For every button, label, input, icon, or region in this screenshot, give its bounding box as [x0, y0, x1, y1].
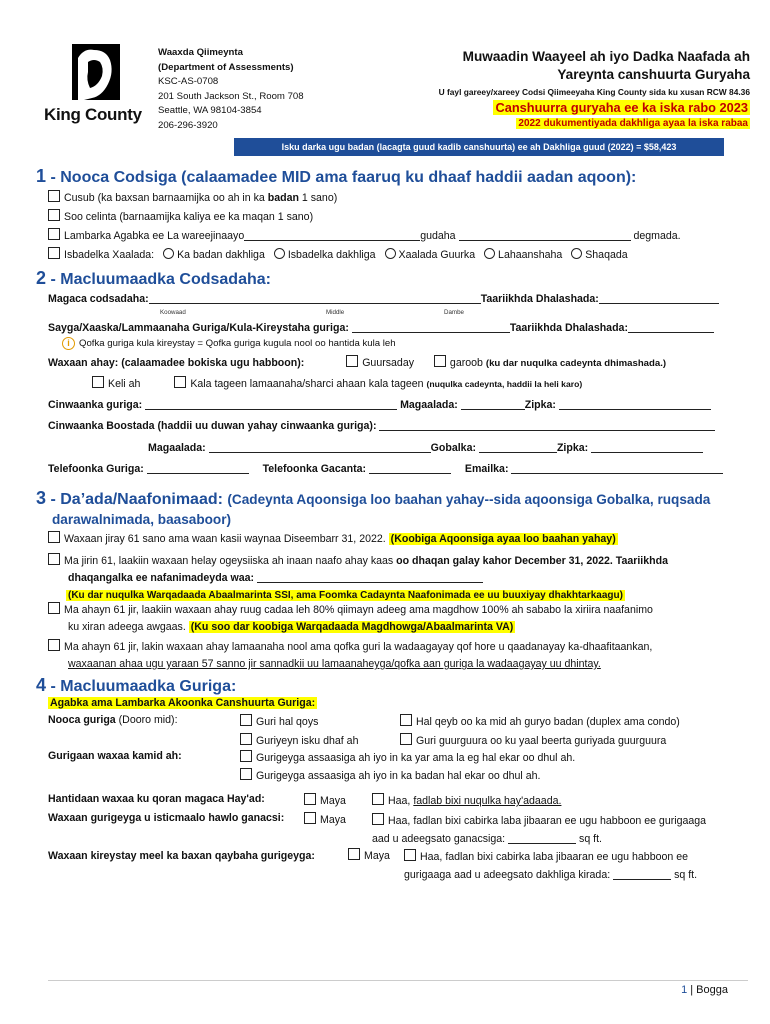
over-acre-checkbox[interactable]	[240, 768, 252, 780]
agency-address-block	[158, 46, 304, 134]
surviving-spouse-checkbox[interactable]	[48, 639, 60, 651]
veteran-option-text: Ma ahayn 61 jir, laakiin waxaan ahay ruug cadaa leh 80% qiimayn adeeg ama magdhow 100% ah sababo la xiriira naafanimo	[64, 604, 653, 616]
home-zip-field[interactable]	[559, 398, 711, 410]
single-family-option	[240, 714, 318, 728]
page-number-value: 1	[681, 984, 688, 996]
status-change-label: Isbadelka Xaalada:	[64, 249, 155, 261]
marital-row	[48, 355, 666, 369]
spouse-row	[48, 321, 714, 334]
agency-phone: 206-296-3920	[158, 119, 218, 131]
trust-question: Hantidaan waxaa ku qoran magaca Hay'ad:	[48, 793, 265, 805]
last-name-caption: Dambe	[444, 309, 464, 316]
form-filing-note: U fayl gareey/xareey Codsi Qiimeeyaha King County sida ku xusan RCW 84.36	[438, 87, 750, 97]
option-transfer-county: degmada.	[633, 230, 681, 242]
return-checkbox[interactable]	[48, 209, 60, 221]
option-new-tail: 1 sano)	[298, 192, 338, 204]
disability-date-label: dhaqangalka ee nafanimadeyda waa:	[68, 572, 255, 584]
home-address-row	[48, 398, 711, 411]
section-1-title: - Nooca Codsiga (calaamadee MID ama faaruq ku dhaaf haddii aadan aqoon):	[50, 169, 637, 186]
trust-no-checkbox[interactable]	[304, 793, 316, 805]
co-op-option	[240, 733, 358, 747]
cotenant-note-text: Qofka guriga kula kireystay = Qofka guriga kugula nool oo hantida kula leh	[79, 338, 396, 349]
section-3-title: - Da’ada/Naafonimaad:	[50, 491, 223, 508]
first-name-caption: Koowaad	[160, 309, 186, 316]
applicant-name-label: Magaca codsadaha:	[48, 293, 149, 305]
residence-includes-label: Gurigaan waxaa kamid ah:	[48, 750, 182, 762]
multi-unit-checkbox[interactable]	[400, 714, 412, 726]
email-label: Emailka:	[464, 463, 509, 475]
widowed-checkbox[interactable]	[434, 355, 446, 367]
section-3-subtitle-2: darawalnimada, baasaboor)	[52, 512, 232, 527]
section-1-number: 1	[36, 166, 47, 186]
rental-no-checkbox[interactable]	[348, 848, 360, 860]
business-yes-checkbox[interactable]	[372, 813, 384, 825]
transfer-county-field[interactable]	[459, 229, 631, 241]
section-3-heading	[36, 488, 736, 530]
surviving-spouse-text-2: waxaanan ahaa ugu yaraan 57 sanno jir sannadkii uu lamaanaheyga/qofka aan guriga la wadaagayay uu dhintay.	[68, 658, 601, 670]
radio-ownership[interactable]	[484, 248, 495, 259]
page-number	[681, 984, 728, 996]
footer-divider	[48, 980, 748, 981]
applicant-name-row	[48, 292, 719, 305]
agency-name: Waaxda Qiimeynta	[158, 47, 243, 58]
veteran-checkbox[interactable]	[48, 602, 60, 614]
section-3-subtitle: (Cadeynta Aqoonsiga loo baahan yahay--sida aqoonsiga Gobalka, ruqsada	[227, 492, 711, 507]
page-label: | Bogga	[690, 984, 728, 996]
disability-option	[48, 553, 668, 604]
parcel-number-row	[48, 697, 317, 709]
radio-occupancy-label: Shaqada	[585, 249, 628, 261]
transfer-parcel-field[interactable]	[244, 229, 420, 241]
option-return-text: Soo celinta (barnaamijka kaliya ee ka maqan 1 sano)	[64, 211, 314, 223]
option-status-change	[48, 247, 628, 261]
veteran-option-text-2: ku xiran adeega awgaas.	[68, 621, 186, 633]
home-zip-label: Zipka:	[524, 399, 556, 411]
one-acre-checkbox[interactable]	[240, 750, 252, 762]
status-change-checkbox[interactable]	[48, 247, 60, 259]
rental-sqft-unit: sq ft.	[674, 869, 698, 881]
info-icon: i	[62, 337, 75, 350]
agency-name-en: (Department of Assessments)	[158, 61, 294, 73]
mailing-state-label: Gobalka:	[430, 442, 476, 454]
trust-yes-note: fadlab bixi nuqulka hay'adaada.	[413, 795, 562, 807]
street-address: 201 South Jackson St., Room 708	[158, 90, 304, 102]
cell-phone-label: Telefoonka Gacanta:	[262, 463, 367, 475]
business-sqft-unit: sq ft.	[579, 833, 602, 845]
radio-over-income[interactable]	[163, 248, 174, 259]
applicant-name-field[interactable]	[149, 292, 481, 304]
single-family-label: Guri hal qoys	[256, 716, 319, 728]
marital-label: Waxaan ahay: (calaamadee bokiska ugu habboon):	[48, 357, 305, 369]
home-city-label: Magaalada:	[400, 399, 458, 411]
form-header	[360, 48, 750, 129]
king-county-logo	[44, 44, 148, 122]
disability-checkbox[interactable]	[48, 553, 60, 565]
business-yes-label: Haa, fadlan bixi cabirka laba jibaaran ee ugu habboon ee gurigaaga	[388, 815, 707, 827]
tax-year-line	[360, 100, 750, 115]
income-limit-banner: Isku darka ugu badan (lacagta guud kadib canshuurta) ee ah Dakhliga guud (2022) = $58,423	[234, 138, 724, 156]
business-yes-option	[372, 812, 706, 848]
applicant-dob-field[interactable]	[599, 292, 719, 304]
age-option	[48, 531, 618, 545]
section-2-title: - Macluumaadka Codsadaha:	[50, 271, 271, 288]
option-new-text: Cusub (ka baxsan barnaamijka oo ah in ka	[64, 192, 268, 204]
over-acre-option	[240, 768, 540, 782]
email-field[interactable]	[511, 462, 723, 474]
cotenant-note	[62, 337, 396, 350]
surviving-spouse-option	[48, 639, 652, 673]
residence-type-label: Nooca guriga	[48, 714, 116, 726]
middle-name-caption: Middle	[326, 309, 345, 316]
business-no-label: Maya	[320, 814, 346, 826]
form-code: KSC-AS-0708	[158, 76, 219, 88]
contact-row	[48, 462, 723, 475]
logo-text: King County	[44, 105, 142, 124]
single-checkbox[interactable]	[92, 376, 104, 388]
business-question: Waxaan gurigeyga u isticmaalo hawlo ganacsi:	[48, 812, 285, 824]
married-checkbox[interactable]	[346, 355, 358, 367]
section-4-title: - Macluumaadka Guriga:	[50, 678, 237, 695]
trust-no-label: Maya	[320, 795, 346, 807]
parcel-number-label[interactable]: Agabka ama Lambarka Akoonka Canshuurta Guriga:	[50, 697, 316, 709]
home-city-field[interactable]	[461, 398, 525, 410]
section-2-heading	[36, 268, 271, 289]
rental-sqft-field[interactable]	[613, 868, 671, 880]
section-1-heading	[36, 166, 636, 187]
business-no-option	[304, 812, 346, 826]
option-transfer-text: Lambarka Agabka ee La wareejinaayo	[64, 230, 245, 242]
radio-income-change-label: Isbadelka dakhliga	[287, 249, 376, 261]
widowed-note: (ku dar nuqulka cadeynta dhimashada.)	[485, 358, 667, 369]
rental-no-label: Maya	[364, 850, 390, 862]
surviving-spouse-text: Ma ahayn 61 jir, lakin waxaan ahay lamaanaha nool ama qofka guri la wadaagayay qof hore u qaadanayay ka-dhaafitaankan,	[64, 641, 653, 653]
divorced-note: (nuqulka cadeynta, haddii la heli karo)	[426, 379, 583, 389]
form-title-line1: Muwaadin Waayeel ah iyo Dadka Naafada ah	[462, 49, 750, 64]
mailing-address-field[interactable]	[379, 419, 715, 431]
income-doc-text: 2022 dukumentiyada dakhliga ayaa la iska rabaa	[518, 118, 748, 129]
rental-yes-checkbox[interactable]	[404, 849, 416, 861]
mailing-city-label: Magaalada:	[148, 442, 206, 454]
trust-yes-option	[372, 793, 561, 807]
form-title-line2: Yareynta canshuurta Guryaha	[557, 67, 750, 82]
income-doc-line	[360, 118, 750, 129]
mailing-zip-field[interactable]	[591, 441, 703, 453]
business-sqft-label: aad u adeegsato ganacsiga:	[372, 833, 506, 845]
multi-unit-option	[400, 714, 680, 728]
applicant-dob-label: Taariikhda Dhalashada:	[480, 293, 599, 305]
spouse-label: Sayga/Xaaska/Lammaanaha Guriga/Kula-Kireystaha guriga:	[48, 322, 349, 334]
rental-yes-label: Haa, fadlan bixi cabirka laba jibaaran ee ugu habboon ee	[420, 851, 688, 863]
co-op-label: Guriyeyn isku dhaf ah	[256, 735, 359, 747]
new-checkbox[interactable]	[48, 190, 60, 202]
spouse-dob-label: Taariikhda Dhalashada:	[509, 322, 628, 334]
veteran-option	[48, 602, 653, 636]
home-phone-label: Telefoonka Guriga:	[48, 463, 144, 475]
home-address-label: Cinwaanka guriga:	[48, 399, 143, 411]
mailing-zip-label: Zipka:	[556, 442, 589, 454]
section-4-number: 4	[36, 675, 47, 695]
option-transfer	[48, 228, 681, 242]
mailing-address-label: Cinwaanka Boostada (haddii uu duwan yahay cinwaanka guriga):	[48, 420, 377, 432]
king-county-logo-icon	[44, 44, 148, 100]
home-address-field[interactable]	[145, 398, 397, 410]
widowed-label: garoob	[449, 357, 483, 369]
single-family-checkbox[interactable]	[240, 714, 252, 726]
transfer-checkbox[interactable]	[48, 228, 60, 240]
option-return	[48, 209, 313, 223]
mailing-address-row	[48, 419, 715, 432]
co-op-checkbox[interactable]	[240, 733, 252, 745]
home-phone-field[interactable]	[147, 462, 249, 474]
disability-option-text: Ma jirin 61, laakiin waxaan helay ogeysiiska ah inaan naafo ahay kaas	[64, 555, 397, 567]
rental-yes-option	[404, 848, 697, 884]
section-2-number: 2	[36, 268, 47, 288]
mobile-home-checkbox[interactable]	[400, 733, 412, 745]
marital-row-2	[92, 376, 582, 390]
rental-question: Waxaan kireystay meel ka baxan qaybaha gurigeyga:	[48, 850, 315, 862]
option-transfer-in: gudaha	[420, 230, 456, 242]
spouse-name-field[interactable]	[352, 321, 510, 333]
residence-type-hint: (Dooro mid):	[115, 714, 178, 726]
business-no-checkbox[interactable]	[304, 812, 316, 824]
mailing-city-field[interactable]	[209, 441, 431, 453]
trust-yes-checkbox[interactable]	[372, 793, 384, 805]
divorced-checkbox[interactable]	[174, 376, 186, 388]
multi-unit-label: Hal qeyb oo ka mid ah guryo badan (duplex ama condo)	[416, 716, 680, 728]
mailing-city-row	[148, 441, 703, 454]
radio-marital[interactable]	[385, 248, 396, 259]
section-4-heading	[36, 675, 236, 696]
spouse-dob-field[interactable]	[628, 321, 714, 333]
disability-date-field[interactable]	[257, 571, 483, 583]
residence-type-label-row	[48, 714, 178, 726]
rental-sqft-label: gurigaaga aad u adeegsato dakhliga kirada:	[404, 869, 611, 881]
trust-no-option	[304, 793, 346, 807]
trust-yes-label: Haa,	[388, 795, 414, 807]
option-new-bold: badan	[267, 192, 299, 204]
disability-option-bold: oo dhaqan galay kahor December 31, 2022. Taariikhda	[396, 555, 668, 567]
single-label: Keli ah	[108, 378, 141, 390]
radio-marital-label: Xaalada Guurka	[398, 249, 476, 261]
divorced-label: Kala tageen lamaanaha/sharci ahaan kala tageen	[190, 378, 424, 390]
mobile-home-option	[400, 733, 666, 747]
age-checkbox[interactable]	[48, 531, 60, 543]
radio-over-income-label: Ka badan dakhliga	[177, 249, 265, 261]
section-3-number: 3	[36, 488, 47, 508]
mobile-home-label: Guri guurguura oo ku yaal beerta guriyada guurguura	[416, 735, 667, 747]
over-acre-label: Gurigeyga assaasiga ah iyo in ka badan hal ekar oo dhul ah.	[256, 770, 541, 782]
radio-income-change[interactable]	[274, 248, 285, 259]
cell-phone-field[interactable]	[369, 462, 451, 474]
mailing-state-field[interactable]	[479, 441, 557, 453]
rental-no-option	[348, 848, 390, 862]
age-option-note: (Koobiga Aqoonsiga ayaa loo baahan yahay)	[390, 533, 616, 545]
one-acre-option	[240, 750, 575, 764]
married-label: Guursaday	[362, 357, 415, 369]
radio-occupancy[interactable]	[571, 248, 582, 259]
city-address: Seattle, WA 98104-3854	[158, 105, 262, 117]
disability-note: (Ku dar nuqulka Warqadaada Abaalmarinta SSI, ama Foomka Cadaynta Naafonimada ee uu buuxiyay dhakhtarkaagu)	[68, 590, 623, 601]
radio-ownership-label: Lahaanshaha	[498, 249, 563, 261]
tax-year-text: Canshuurra guryaha ee ka iska rabo 2023	[495, 100, 748, 115]
veteran-note: (Ku soo dar koobiga Warqadaada Magdhowga/Abaalmarinta VA)	[190, 621, 514, 633]
age-option-text: Waxaan jiray 61 sano ama waan kasii waynaa Diseembarr 31, 2022.	[64, 533, 386, 545]
business-sqft-field[interactable]	[508, 832, 576, 844]
option-new	[48, 190, 337, 204]
one-acre-label: Gurigeyga assaasiga ah iyo in ka yar ama la eg hal ekar oo dhul ah.	[256, 752, 576, 764]
